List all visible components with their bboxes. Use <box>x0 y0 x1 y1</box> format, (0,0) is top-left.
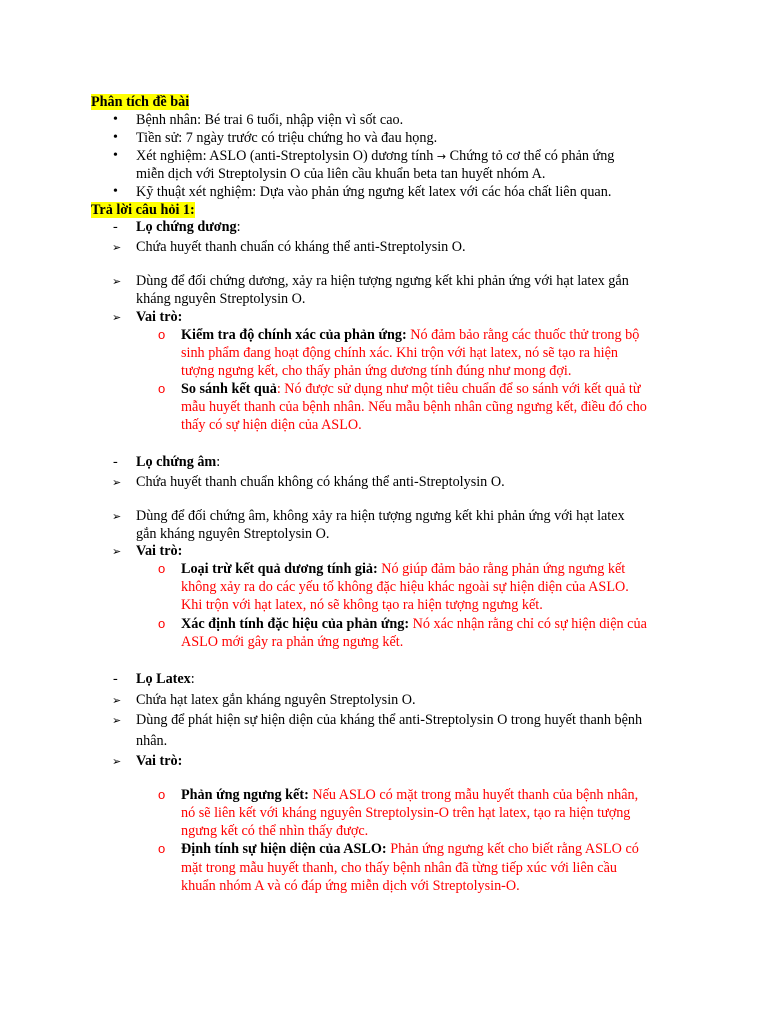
section1-role1-label: Kiểm tra độ chính xác của phản ứng: <box>181 327 407 343</box>
section1-colon: : <box>236 219 241 235</box>
section3-item1: Chứa hạt latex gắn kháng nguyên Streptolysin O. <box>136 692 416 708</box>
section2-role1-label: Loại trừ kết quả dương tính giả: <box>181 561 378 577</box>
section2-role: Vai trò: <box>136 543 183 559</box>
section2-colon: : <box>216 454 221 470</box>
heading-analysis <box>91 93 189 111</box>
section3-role2-label: Định tính sự hiện diện của ASLO: <box>181 841 387 857</box>
intro-history: Tiền sử: 7 ngày trước có triệu chứng ho và đau họng. <box>136 130 438 146</box>
section1-item1: Chứa huyết thanh chuẩn có kháng thể anti-Streptolysin O. <box>136 239 466 255</box>
intro-test-text: Xét nghiệm: ASLO (anti-Streptolysin O) dương tính <box>136 148 434 164</box>
arrowhead-icon: ➢ <box>112 311 122 324</box>
bullet-icon: • <box>113 130 118 145</box>
section3-role: Vai trò: <box>136 753 183 769</box>
section2-role2-text: Nó xác nhận rằng chỉ có sự hiện diện của <box>409 616 647 632</box>
arrowhead-icon: ➢ <box>112 275 122 288</box>
dash-icon: - <box>113 454 118 470</box>
section2-role1 <box>181 560 625 578</box>
section3-colon: : <box>190 671 195 687</box>
section1-role1 <box>181 326 639 344</box>
arrowhead-icon: ➢ <box>112 545 122 558</box>
section3-role1-label: Phản ứng ngưng kết: <box>181 787 309 803</box>
section3-title <box>136 670 195 688</box>
section3-role1-text: Nếu ASLO có mặt trong mẫu huyết thanh của bệnh nhân, <box>308 787 639 803</box>
circle-bullet-icon: o <box>158 327 166 342</box>
heading-answer <box>91 201 195 219</box>
section3-item2-cont: nhân. <box>136 733 168 749</box>
section1-role2-cont: thấy có sự hiện diện của ASLO. <box>181 417 362 433</box>
section2-item2-cont: gắn kháng nguyên Streptolysin O. <box>136 526 330 542</box>
intro-test-cont: miễn dịch với Streptolysin O của liên cầu khuẩn beta tan huyết nhóm A. <box>136 166 546 182</box>
section3-role1-cont: ngưng kết có thể nhìn thấy được. <box>181 823 369 839</box>
section3-role1-cont: nó sẽ liên kết với kháng nguyên Streptolysin-O trên hạt latex, tạo ra hiện tượng <box>181 805 631 821</box>
dash-icon: - <box>113 671 118 687</box>
section1-title-text: Lọ chứng dương <box>136 219 237 235</box>
section2-title-text: Lọ chứng âm <box>136 454 217 470</box>
section1-role1-text: Nó đảm bảo rằng các thuốc thử trong bộ <box>406 327 640 343</box>
section2-role2-cont: ASLO mới gây ra phản ứng ngưng kết. <box>181 634 404 650</box>
section2-role2 <box>181 615 647 633</box>
heading-analysis-text: Phân tích đề bài <box>91 94 190 110</box>
section2-item1: Chứa huyết thanh chuẩn không có kháng thể anti-Streptolysin O. <box>136 474 505 490</box>
arrowhead-icon: ➢ <box>112 714 122 727</box>
arrowhead-icon: ➢ <box>112 510 122 523</box>
section1-role2-label: So sánh kết quả <box>181 381 277 397</box>
section2-role1-cont: không xảy ra do các yếu tố không đặc hiệu khác ngoài sự hiện diện của ASLO. <box>181 579 629 595</box>
circle-bullet-icon: o <box>158 841 166 856</box>
section2-item2: Dùng để đối chứng âm, không xảy ra hiện tượng ngưng kết khi phản ứng với hạt latex <box>136 508 625 524</box>
section1-role2-text: : Nó được sử dụng như một tiêu chuẩn để so sánh với kết quả từ <box>276 381 641 397</box>
heading-answer-text: Trả lời câu hỏi 1: <box>91 202 195 218</box>
section2-role1-text: Nó giúp đảm bảo rằng phản ứng ngưng kết <box>377 561 626 577</box>
intro-test-conclusion: Chứng tỏ cơ thể có phản ứng <box>449 148 615 164</box>
intro-test <box>136 147 614 166</box>
bullet-icon: • <box>113 184 118 199</box>
section2-role2-label: Xác định tính đặc hiệu của phản ứng: <box>181 616 410 632</box>
section1-item2: Dùng để đối chứng dương, xảy ra hiện tượng ngưng kết khi phản ứng với hạt latex gắn <box>136 273 629 289</box>
section2-role1-cont: Khi trộn với hạt latex, nó sẽ không tạo ra hiện tượng ngưng kết. <box>181 597 543 613</box>
circle-bullet-icon: o <box>158 381 166 396</box>
section1-role2-cont: mẫu huyết thanh của bệnh nhân. Nếu mẫu bệnh nhân cũng ngưng kết, điều đó cho <box>181 399 647 415</box>
circle-bullet-icon: o <box>158 616 166 631</box>
section3-role1 <box>181 786 638 804</box>
arrow-right-icon: → <box>436 150 447 163</box>
arrowhead-icon: ➢ <box>112 694 122 707</box>
arrowhead-icon: ➢ <box>112 241 122 254</box>
section1-role1-cont: tượng ngưng kết, cho thấy phản ứng dương tính đúng như mong đợi. <box>181 363 572 379</box>
section1-role: Vai trò: <box>136 309 183 325</box>
intro-technique: Kỹ thuật xét nghiệm: Dựa vào phản ứng ngưng kết latex với các hóa chất liên quan. <box>136 184 612 200</box>
circle-bullet-icon: o <box>158 787 166 802</box>
section1-item2-cont: kháng nguyên Streptolysin O. <box>136 291 306 307</box>
bullet-icon: • <box>113 148 118 163</box>
section1-role1-cont: sinh phẩm đang hoạt động chính xác. Khi trộn với hạt latex, nó sẽ tạo ra hiện <box>181 345 618 361</box>
section3-role2-text: Phản ứng ngưng kết cho biết rằng ASLO có <box>386 841 639 857</box>
section3-item2: Dùng để phát hiện sự hiện diện của kháng thể anti-Streptolysin O trong huyết thanh bệnh <box>136 712 643 728</box>
intro-patient: Bệnh nhân: Bé trai 6 tuổi, nhập viện vì sốt cao. <box>136 112 404 128</box>
section2-title <box>136 453 220 471</box>
section3-role2 <box>181 840 639 858</box>
bullet-icon: • <box>113 112 118 127</box>
section3-title-text: Lọ Latex <box>136 671 191 687</box>
section3-role2-cont: khuẩn nhóm A và có đáp ứng miễn dịch với Streptolysin-O. <box>181 878 520 894</box>
arrowhead-icon: ➢ <box>112 755 122 768</box>
section1-role2 <box>181 380 641 398</box>
dash-icon: - <box>113 219 118 235</box>
circle-bullet-icon: o <box>158 561 166 576</box>
arrowhead-icon: ➢ <box>112 476 122 489</box>
section3-role2-cont: mặt trong mẫu huyết thanh, cho thấy bệnh nhân đã từng tiếp xúc với liên cầu <box>181 860 617 876</box>
section1-title <box>136 218 241 236</box>
